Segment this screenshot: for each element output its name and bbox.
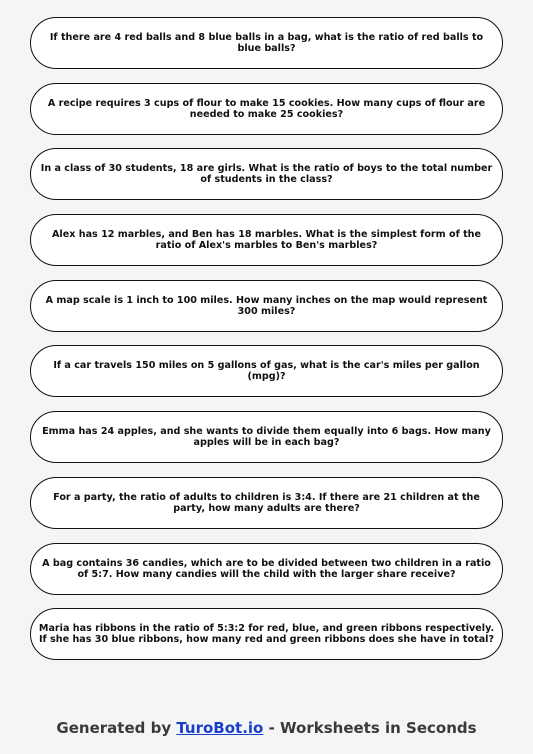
- question-text: In a class of 30 students, 18 are girls. What is the ratio of boys to the total number of students in the class?: [40, 163, 493, 186]
- question-text: If a car travels 150 miles on 5 gallons of gas, what is the car's miles per gallon (mpg)?: [53, 360, 480, 383]
- question-card: [30, 17, 503, 69]
- turobot-link[interactable]: TuroBot.io: [176, 719, 264, 737]
- question-text: A recipe requires 3 cups of flour to make 15 cookies. How many cups of flour are needed to make 25 cookies?: [47, 97, 486, 120]
- question-text: Alex has 12 marbles, and Ben has 18 marbles. What is the simplest form of the ratio of Alex's marbles to Ben's marbles?: [51, 229, 482, 252]
- question-card: [30, 477, 503, 529]
- question-text: Emma has 24 apples, and she wants to divide them equally into 6 bags. How many apples will be in each bag?: [42, 426, 491, 449]
- question-card: [30, 214, 503, 266]
- question-card: [30, 411, 503, 463]
- question-text: A bag contains 36 candies, which are to be divided between two children in a ratio of 5:7. How many candies will the child with the larger share receive?: [42, 557, 491, 580]
- question-card: [30, 608, 503, 660]
- footer-suffix: - Worksheets in Seconds: [263, 719, 477, 737]
- question-card: [30, 83, 503, 135]
- footer: [0, 719, 533, 737]
- question-card: [30, 280, 503, 332]
- question-list: [30, 17, 503, 674]
- question-text: If there are 4 red balls and 8 blue balls in a bag, what is the ratio of red balls to blue balls?: [49, 32, 484, 54]
- question-text: A map scale is 1 inch to 100 miles. How many inches on the map would represent 300 miles?: [45, 294, 488, 317]
- question-card: [30, 543, 503, 595]
- question-text: For a party, the ratio of adults to children is 3:4. If there are 21 children at the party, how many adults are there?: [53, 491, 480, 514]
- question-card: [30, 345, 503, 397]
- footer-prefix: Generated by: [56, 719, 177, 737]
- question-text: Maria has ribbons in the ratio of 5:3:2 for red, blue, and green ribbons respectively. If she has 30 blue ribbons, how many red and green ribbons does she have in total?: [38, 623, 495, 646]
- question-card: [30, 148, 503, 200]
